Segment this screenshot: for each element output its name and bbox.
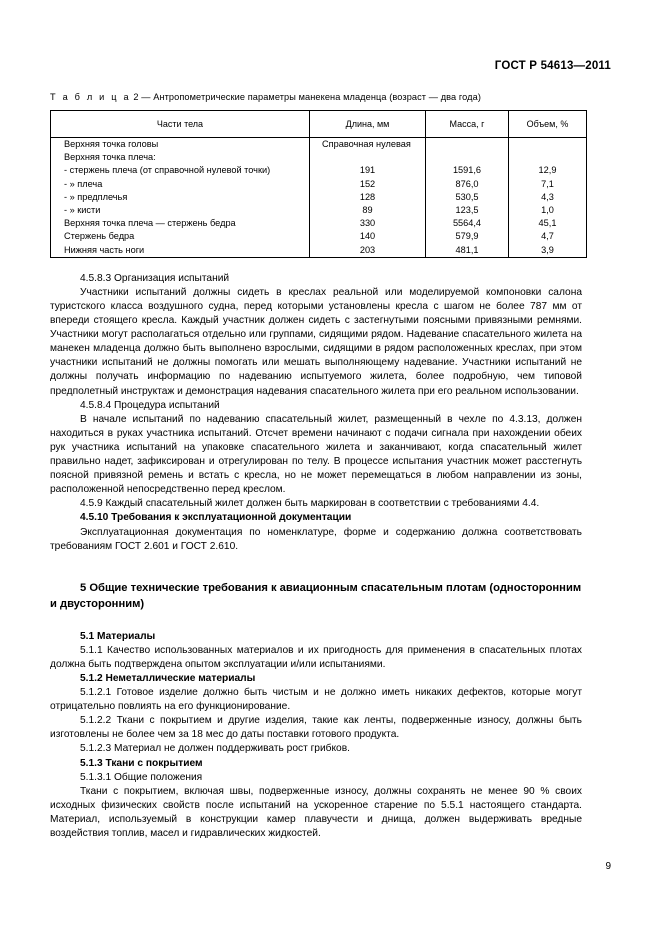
table-cell-length-0: Справочная нулевая <box>322 139 411 149</box>
table-cell-length-3: 152 <box>359 178 376 189</box>
table-cell-mass-7: 579,9 <box>455 231 479 242</box>
cell-body-parts <box>51 138 310 258</box>
standard-header: ГОСТ Р 54613—2011 <box>494 60 611 72</box>
clause-paragraph-4-5-9: 4.5.9 Каждый спасательный жилет должен быть маркирован в соответствии с требованиями 4.4. <box>80 498 540 510</box>
table-cell-length-2: 191 <box>359 165 376 176</box>
table-cell-length-8: 203 <box>359 244 376 255</box>
clause-heading-4-5-8-4: 4.5.8.4 Процедура испытаний <box>80 399 220 411</box>
clause-heading-4-5-8-3: 4.5.8.3 Организация испытаний <box>80 272 230 284</box>
table-caption-prefix: Т а б л и ц а <box>50 92 131 102</box>
table-cell-part-4: - » предплечья <box>64 191 128 202</box>
column-header-volume: Объем, % <box>509 111 587 138</box>
table-cell-part-6: Верхняя точка плеча — стержень бедра <box>64 218 236 229</box>
table-cell-volume-5: 1,0 <box>541 205 554 216</box>
table-cell-part-8: Нижняя часть ноги <box>64 244 145 255</box>
column-header-body-parts: Части тела <box>51 111 310 138</box>
table-cell-volume-6: 45,1 <box>538 218 557 229</box>
table-head <box>51 111 587 138</box>
column-header-mass: Масса, г <box>426 111 509 138</box>
table-cell-volume-3: 7,1 <box>541 178 554 189</box>
clause-paragraph-5-1-2-3: 5.1.2.3 Материал не должен поддерживать рост грибков. <box>80 743 350 755</box>
table-caption-text: 2 — Антропометрические параметры манекена младенца (возраст — два года) <box>133 92 481 102</box>
clause-heading-5-1-3-1: 5.1.3.1 Общие положения <box>80 771 203 783</box>
table-header-row <box>51 111 587 138</box>
table-cell-mass-8: 481,1 <box>455 244 479 255</box>
table-cell-length-7: 140 <box>359 231 376 242</box>
table-body <box>51 138 587 258</box>
volume-list <box>509 138 586 257</box>
clause-heading-4-5-10: 4.5.10 Требования к эксплуатационной документации <box>80 512 352 524</box>
clause-heading-5-1-3: 5.1.3 Ткани с покрытием <box>80 757 203 769</box>
subsection-heading-5-1: 5.1 Материалы <box>80 630 156 642</box>
table-cell-part-3: - » плеча <box>64 178 103 189</box>
cell-length <box>310 138 426 258</box>
table-cell-part-7: Стержень бедра <box>64 231 135 242</box>
clause-paragraph-5-1-2-2: 5.1.2.2 Ткани с покрытием и другие изделия, такие как ленты, подверженные износу, должны быть изготовлены не более чем за 18 мес до даты поставки готового продукта. <box>50 715 582 741</box>
table-cell-length-4: 128 <box>359 191 376 202</box>
table-cell-mass-5: 123,5 <box>455 205 479 216</box>
clause-paragraph-5-1-2-1: 5.1.2.1 Готовое изделие должно быть чистым и не должно иметь никаких дефектов, которые могут отрицательно повлиять на его функционирование. <box>50 687 582 713</box>
table-cell-volume-4: 4,3 <box>541 191 554 202</box>
clause-paragraph-4-5-8-4: В начале испытаний по надеванию спасательный жилет, размещенный в чехле по 4.3.13, должен находиться в руках участника испытаний. Отсчет времени начинают с подачи сигнала при нахождении обеих рук участника испытаний на упаковке спасательного жилета и заканчивают, когда спасательный жилет правильно надет, зафиксирован и отрегулирован по телу. В процессе испытания участник может расстегнуть поясной привязной ремень и встать с кресла, но не может перемещаться в любом направлении из зоны, расположенной непосредственно перед креслом. <box>50 413 582 496</box>
page-content <box>50 92 582 841</box>
table-cell-mass-2: 1591,6 <box>452 165 482 176</box>
table-row <box>51 138 587 258</box>
clause-paragraph-4-5-10: Эксплуатационная документация по номенклатуре, форме и содержанию должна соответствовать требованиям ГОСТ 2.601 и ГОСТ 2.610. <box>50 526 582 552</box>
anthropometric-parameters-table <box>50 110 587 258</box>
table-cell-part-2: - стержень плеча (от справочной нулевой точки) <box>64 165 271 176</box>
clause-paragraph-4-5-8-3: Участники испытаний должны сидеть в креслах реальной или моделируемой компоновки салона туристского класса воздушного судна, перед которыми установлены кресла с шагом не более 787 мм от впереди стоящего кресла. Каждый участник должен сидеть с застегнутыми поясными привязными ремнями. Участники могут располагаться отдельно или группами, сидящими рядом. Надевание спасательного жилета на манекен младенца должно быть выполнено взрослыми, сидящими в рядом расположенных креслах, при этом участники испытаний не должны помогать или мешать выполняющему надевание. Участники испытаний не должны получать информацию по надеванию испытуемого жилета, более подробную, чем типовой предполетный инструктаж и демонстрация надевания спасательного жилета при его реальном использовании. <box>50 286 582 397</box>
table-cell-mass-3: 876,0 <box>455 178 479 189</box>
clause-heading-5-1-2: 5.1.2 Неметаллические материалы <box>80 672 256 684</box>
column-header-length: Длина, мм <box>310 111 426 138</box>
cell-volume <box>509 138 587 258</box>
table-cell-part-5: - » кисти <box>64 205 101 216</box>
table-cell-length-6: 330 <box>359 218 376 229</box>
table-cell-part-1: Верхняя точка плеча: <box>64 152 156 163</box>
page-number: 9 <box>605 861 611 872</box>
table-cell-mass-4: 530,5 <box>455 191 479 202</box>
table-cell-volume-2: 12,9 <box>538 165 557 176</box>
table-caption <box>50 92 582 102</box>
section-heading-5: 5 Общие технические требования к авиационным спасательным плотам (односторонним и двусторонним) <box>50 581 582 610</box>
table-cell-volume-7: 4,7 <box>541 231 554 242</box>
body-text <box>50 272 582 841</box>
table-cell-mass-6: 5564,4 <box>452 218 482 229</box>
cell-mass <box>426 138 509 258</box>
table-cell-volume-8: 3,9 <box>541 244 554 255</box>
table-cell-part-0: Верхняя точка головы <box>64 139 159 149</box>
table-cell-length-5: 89 <box>362 205 373 216</box>
mass-list <box>426 138 508 257</box>
body-parts-list <box>51 138 309 257</box>
clause-paragraph-5-1-3-1: Ткани с покрытием, включая швы, подверженные износу, должны сохранять не менее 90 % своих исходных физических свойств после испытаний на ускоренное старение по 5.5.1 настоящего стандарта. Материал, используемый в конструкции камер плавучести и днища, должен выдерживать вредные воздействия топлив, масел и гидравлических жидкостей. <box>50 785 582 840</box>
clause-paragraph-5-1-1: 5.1.1 Качество использованных материалов и их пригодность для применения в спасательных плотах должна быть подтверждена опытом эксплуатации и/или испытаниями. <box>50 644 582 670</box>
length-list <box>310 138 425 257</box>
